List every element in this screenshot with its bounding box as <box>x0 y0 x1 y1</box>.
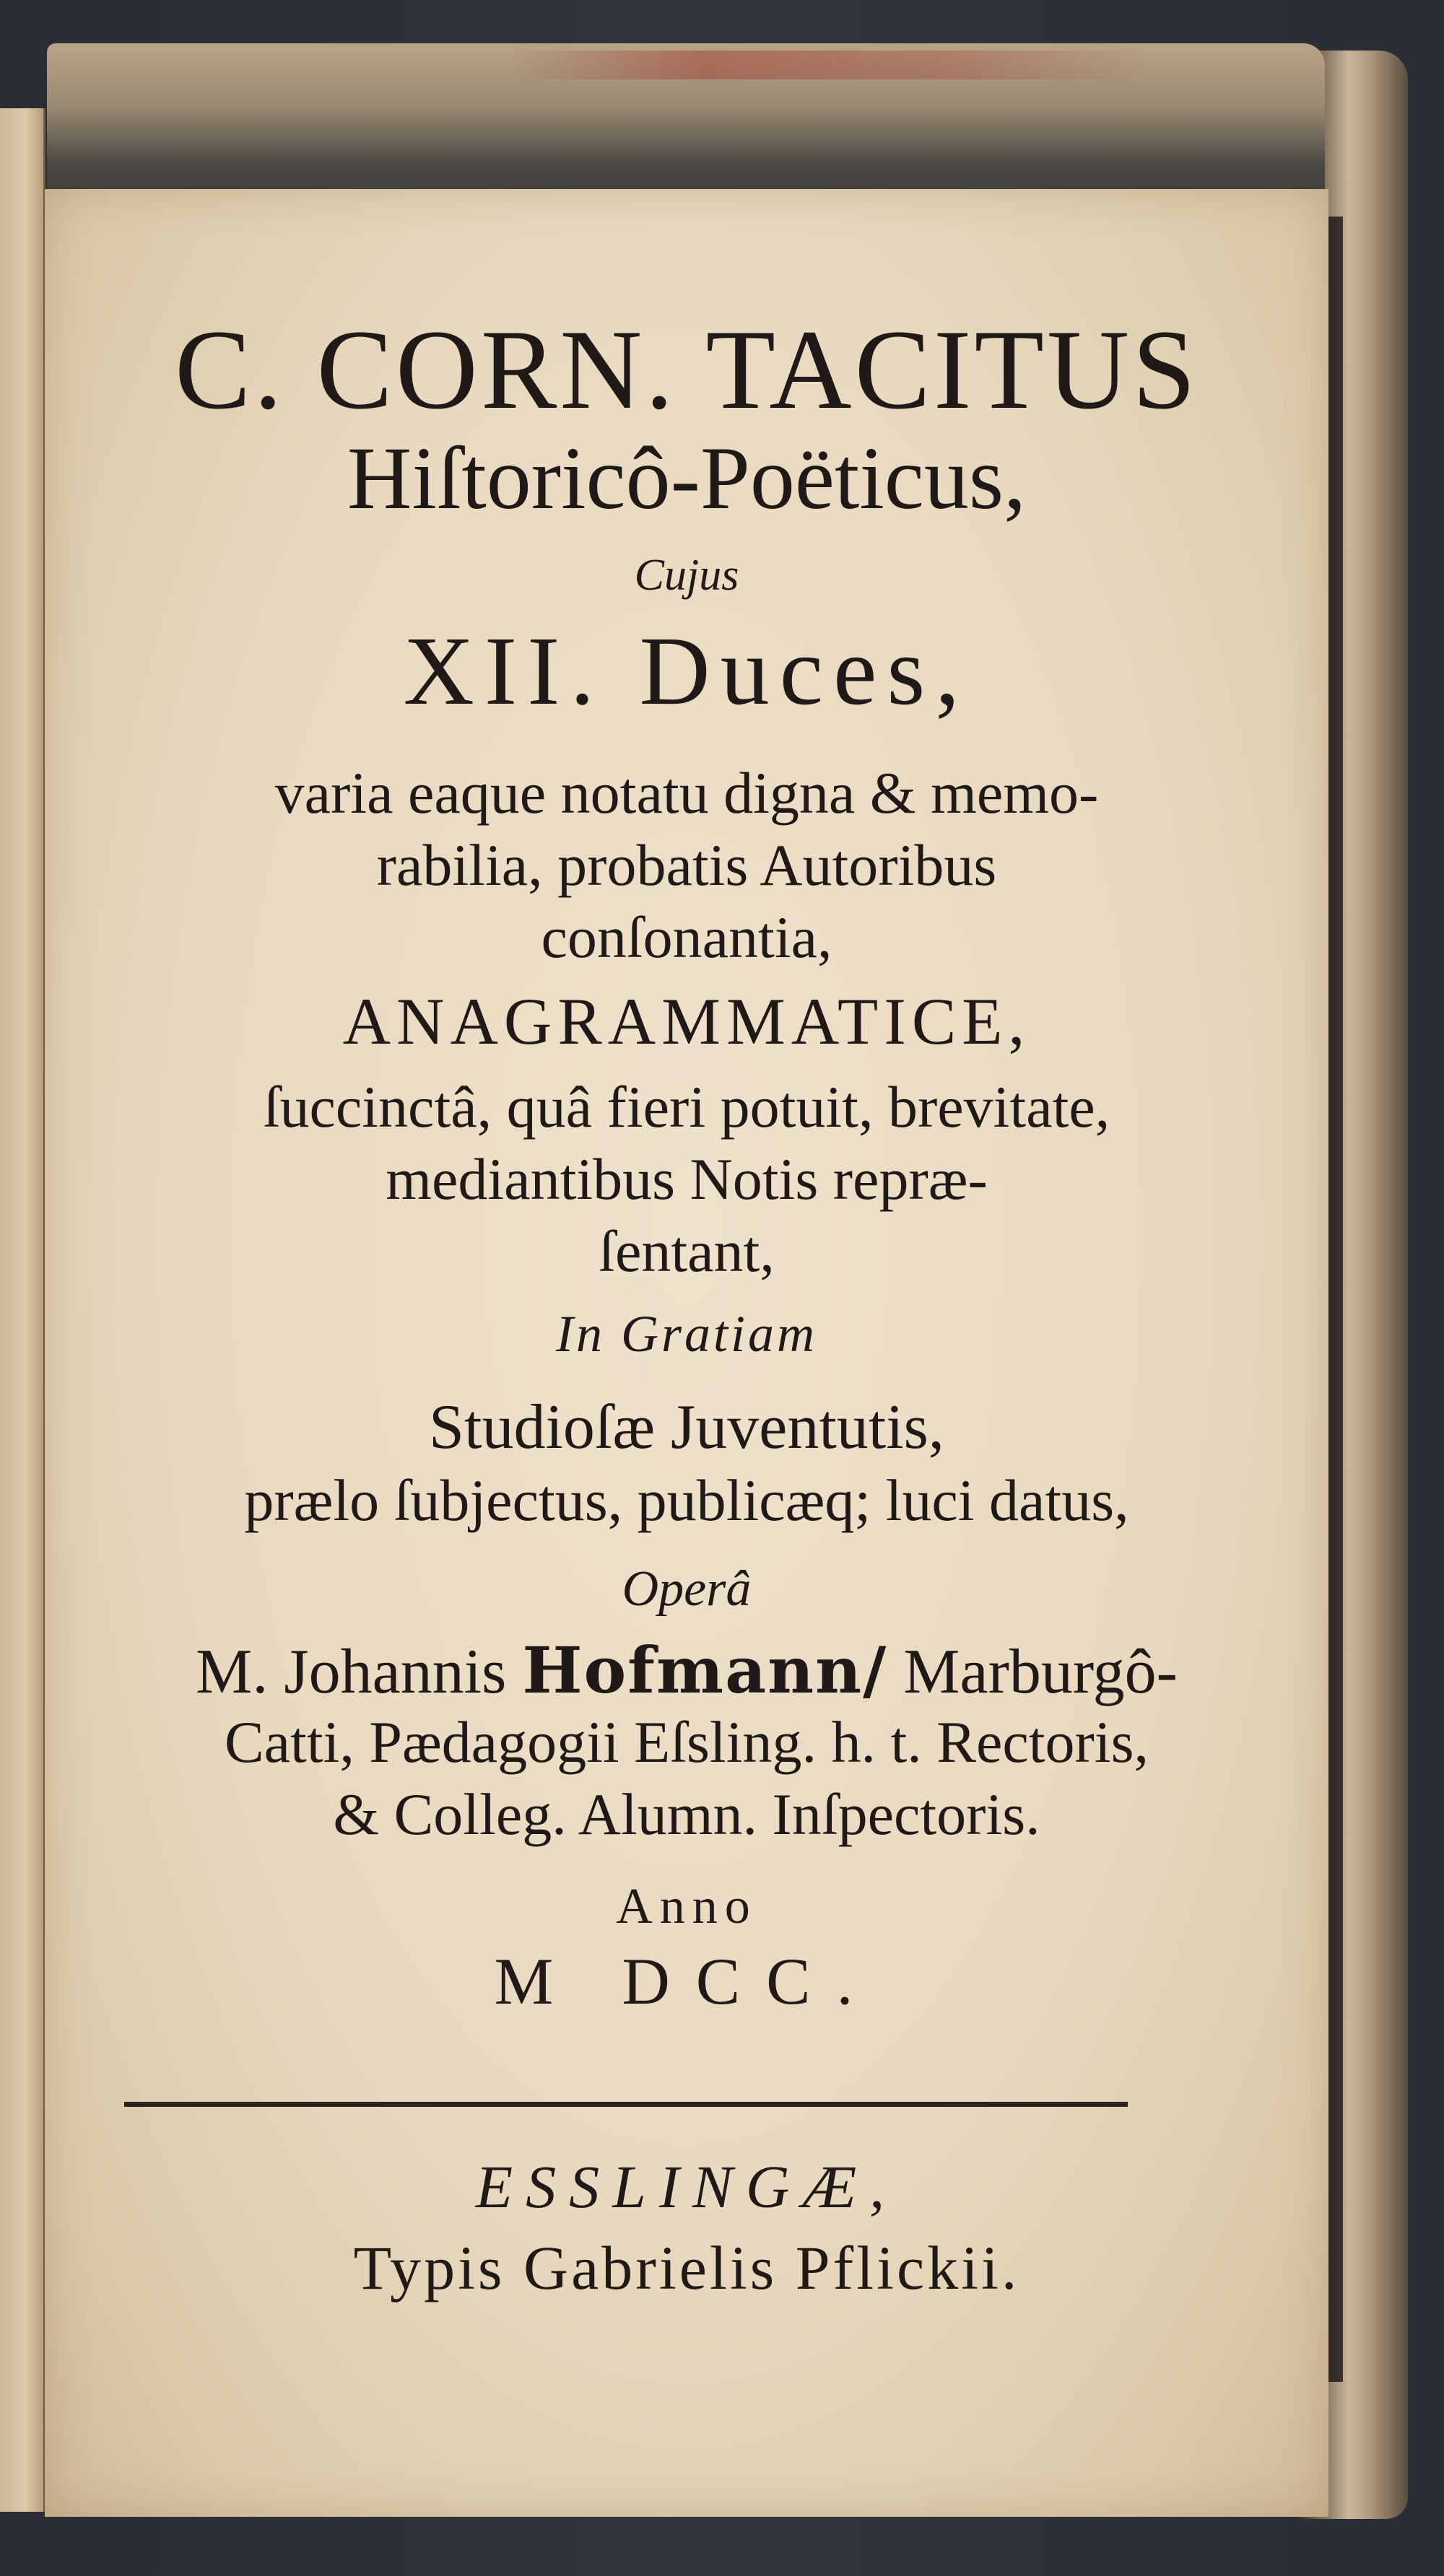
title-page <box>45 189 1328 2517</box>
red-edge-stain <box>505 51 1155 79</box>
cujus-line: Cujus <box>634 551 739 600</box>
title-line-2: Hiſtoricô-Poëticus, <box>347 429 1027 528</box>
author-line-1 <box>45 1633 1328 1708</box>
year-line: M DCC. <box>494 1944 879 2018</box>
printer-line: Typis Gabrielis Pflickii. <box>353 2233 1020 2302</box>
body-line-5: mediantibus Notis repræ- <box>386 1146 988 1212</box>
author-line-3: & Colleg. Alumn. Inſpectoris. <box>333 1781 1040 1847</box>
studiosae-line: Studioſæ Juventutis, <box>429 1392 944 1462</box>
author-name: Hofmann/ <box>522 1633 888 1708</box>
duces-line: XII. Duces, <box>403 617 970 725</box>
title-line-1: C. CORN. TACITUS <box>175 307 1199 433</box>
body-line-6: ſentant, <box>599 1218 775 1284</box>
author-prefix: M. Johannis <box>196 1637 523 1707</box>
body-line-4: ſuccinctâ, quâ fieri potuit, brevitate, <box>263 1074 1110 1140</box>
anno-line: Anno <box>616 1879 757 1934</box>
body-line-1: varia eaque notatu digna & memo- <box>274 760 1099 826</box>
opera-line: Operâ <box>622 1561 752 1617</box>
author-suffix: Marburgô- <box>887 1637 1178 1707</box>
body-line-3: conſonantia, <box>541 904 832 970</box>
body-line-2: rabilia, probatis Autoribus <box>376 832 997 898</box>
place-line: ESSLINGÆ, <box>475 2154 898 2221</box>
anagrammatice-line: ANAGRAMMATICE, <box>342 984 1031 1058</box>
horizontal-rule <box>124 2102 1128 2107</box>
author-line-2: Catti, Pædagogii Eſsling. h. t. Rectoris, <box>224 1709 1149 1775</box>
adjacent-page-edge <box>0 108 45 2512</box>
in-gratiam-line: In Gratiam <box>556 1305 817 1363</box>
praelo-line: prælo ſubjectus, publicæq; luci datus, <box>244 1467 1129 1533</box>
